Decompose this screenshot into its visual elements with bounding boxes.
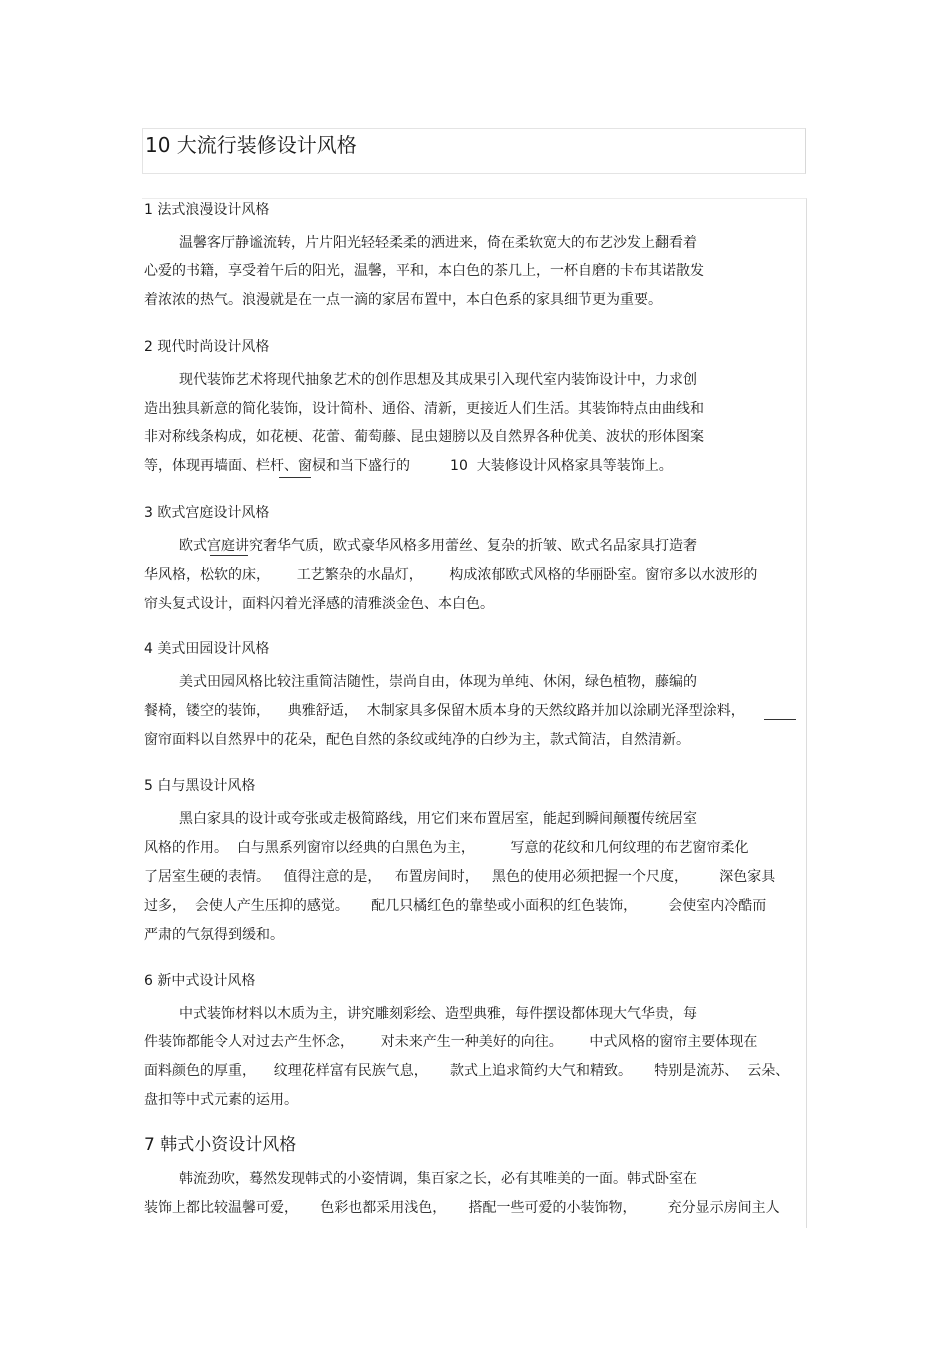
- paragraph-line: 华风格，松软的床， 工艺繁杂的水晶灯， 构成浓郁欧式风格的华丽卧室。窗帘多以水波形的: [144, 567, 758, 583]
- paragraph-line: 心爱的书籍，享受着午后的阳光，温馨，平和，本白色的茶几上，一杯自磨的卡布其诺散发: [144, 263, 704, 279]
- paragraph-line: 风格的作用。 白与黑系列窗帘以经典的白黑色为主， 写意的花纹和几何纹理的布艺窗帘柔化: [144, 840, 749, 856]
- section-heading-7: 7 韩式小资设计风格: [144, 1135, 297, 1155]
- paragraph-line: 造出独具新意的简化装饰，设计简朴、通俗、清新，更接近人们生活。其装饰特点由曲线和: [144, 401, 704, 417]
- paragraph-line: 严肃的气氛得到缓和。: [144, 927, 284, 943]
- paragraph-line: 盘扣等中式元素的运用。: [144, 1092, 298, 1108]
- paragraph-line: 美式田园风格比较注重简洁随性，崇尚自由，体现为单纯、休闲，绿色植物，藤编的: [179, 674, 697, 690]
- paragraph-line: 现代装饰艺术将现代抽象艺术的创作思想及其成果引入现代室内装饰设计中，力求创: [179, 372, 697, 388]
- paragraph-line: 温馨客厅静谧流转，片片阳光轻轻柔柔的洒进来，倚在柔软宽大的布艺沙发上翻看着: [179, 235, 697, 251]
- underline-mark: [210, 555, 248, 556]
- underline-mark: [279, 477, 311, 478]
- paragraph-line: 了居室生硬的表情。 值得注意的是， 布置房间时， 黑色的使用必须把握一个尺度， 深色家具: [144, 869, 776, 885]
- section-heading-1: 1 法式浪漫设计风格: [144, 202, 270, 218]
- paragraph-line: 欧式宫庭讲究奢华气质，欧式豪华风格多用蕾丝、复杂的折皱、欧式名品家具打造奢: [179, 538, 697, 554]
- paragraph-line: 件装饰都能令人对过去产生怀念， 对未来产生一种美好的向往。 中式风格的窗帘主要体现在: [144, 1034, 758, 1050]
- paragraph-line: 黑白家具的设计或夸张或走极简路线，用它们来布置居室，能起到瞬间颠覆传统居室: [179, 811, 697, 827]
- paragraph-line: 着浓浓的热气。浪漫就是在一点一滴的家居布置中，本白色系的家具细节更为重要。: [144, 292, 662, 308]
- document-title: 10 大流行装修设计风格: [145, 133, 357, 157]
- section-heading-3: 3 欧式宫庭设计风格: [144, 505, 270, 521]
- paragraph-line: 面料颜色的厚重， 纹理花样富有民族气息， 款式上追求简约大气和精致。 特别是流苏、 云朵、: [144, 1063, 790, 1079]
- paragraph-line: 餐椅，镂空的装饰， 典雅舒适， 木制家具多保留木质本身的天然纹路并加以涂刷光泽型涂料，: [144, 703, 745, 719]
- paragraph-line: 中式装饰材料以木质为主，讲究雕刻彩绘、造型典雅，每件摆设都体现大气华贵，每: [179, 1006, 697, 1022]
- paragraph-line: 装饰上都比较温馨可爱， 色彩也都采用浅色， 搭配一些可爱的小装饰物， 充分显示房间主人: [144, 1200, 780, 1216]
- section-heading-2: 2 现代时尚设计风格: [144, 339, 270, 355]
- paragraph-line: 帘头复式设计，面料闪着光泽感的清雅淡金色、本白色。: [144, 596, 494, 612]
- paragraph-line: 等，体现再墙面、栏杆、窗棂和当下盛行的 10 大装修设计风格家具等装饰上。: [144, 458, 673, 474]
- paragraph-line: 过多， 会使人产生压抑的感觉。 配几只橘红色的靠垫或小面积的红色装饰， 会使室内冷酷而: [144, 898, 767, 914]
- paragraph-line: 非对称线条构成，如花梗、花蕾、葡萄藤、昆虫翅膀以及自然界各种优美、波状的形体图案: [144, 429, 704, 445]
- section-heading-5: 5 白与黑设计风格: [144, 778, 256, 794]
- paragraph-line: 韩流劲吹，蓦然发现韩式的小姿情调，集百家之长，必有其唯美的一面。韩式卧室在: [179, 1171, 697, 1187]
- section-heading-4: 4 美式田园设计风格: [144, 641, 270, 657]
- title-box: [142, 128, 806, 174]
- section-heading-6: 6 新中式设计风格: [144, 973, 256, 989]
- underline-mark: [764, 719, 796, 720]
- paragraph-line: 窗帘面料以自然界中的花朵，配色自然的条纹或纯净的白纱为主，款式简洁，自然清新。: [144, 732, 690, 748]
